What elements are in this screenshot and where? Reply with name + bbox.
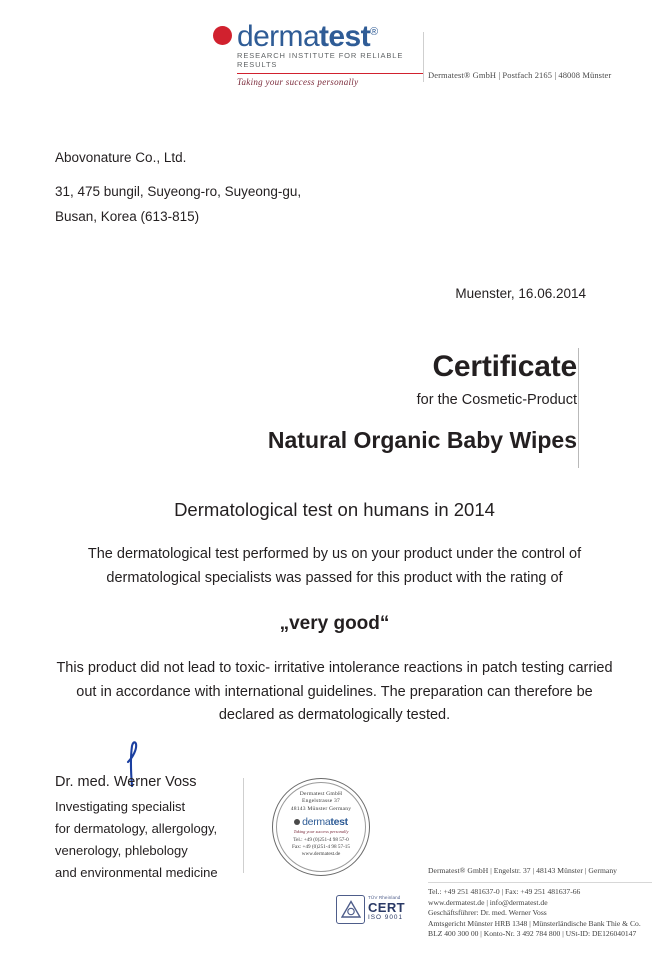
signatory-role <box>55 796 218 884</box>
certificate-title: Certificate <box>432 350 577 383</box>
recipient-company: Abovonature Co., Ltd. <box>55 150 187 165</box>
stamp-word-derma: derma <box>302 816 331 829</box>
body-heading: Dermatological test on humans in 2014 <box>174 499 495 520</box>
footer-divider <box>428 882 652 883</box>
document-header <box>0 18 669 87</box>
signatory-name: Dr. med. Werner Voss <box>55 774 197 790</box>
recipient-address-block <box>55 145 301 229</box>
iso-standard-text: ISO 9001 <box>368 913 404 921</box>
stamp-bottom-line-3: www.dermatest.de <box>301 850 341 857</box>
stamp-top-line-2: Engelstrasse 37 <box>302 798 340 805</box>
iso-certification-badge <box>336 894 420 924</box>
signatory-role-line-2: for dermatology, allergology, <box>55 821 218 836</box>
footer-line-5: Amtsgericht Münster HRB 1348 | Münsterländische Bank Thie & Co. <box>428 918 641 928</box>
stamp-bottom-line-1: Tel.: +49 (0)251-4 98 57-0 <box>293 837 349 844</box>
tuv-triangle-icon <box>336 895 365 924</box>
recipient-city: Busan, Korea (613-815) <box>55 209 200 224</box>
logo-rule-divider <box>237 73 423 74</box>
rating-value: „very good“ <box>279 613 390 634</box>
logo-dot-icon <box>213 26 232 45</box>
certificate-heading-block <box>0 350 669 454</box>
footer-line-6: BLZ 400 300 00 | Konto-Nr. 3 492 784 800 | USt-ID: DE126040147 <box>428 929 637 939</box>
logo-subline: Taking your success personally <box>237 77 359 87</box>
address-spacer <box>55 170 301 179</box>
date-line: Muenster, 16.06.2014 <box>455 286 586 301</box>
logo-registered-icon: ® <box>370 25 378 38</box>
stamp-word-test: test <box>330 816 348 829</box>
footer-line-4: Geschäftsführer: Dr. med. Werner Voss <box>428 908 547 918</box>
certificate-product-name: Natural Organic Baby Wipes <box>267 427 577 453</box>
certificate-body <box>0 498 669 728</box>
stamp-bottom-line-2: Fax: +49 (0)251-4 98 57-15 <box>292 844 350 851</box>
footer-line-1: Dermatest® GmbH | Engelstr. 37 | 48143 Münster | Germany <box>428 866 618 875</box>
iso-top-text: TÜV Rheinland <box>368 895 401 901</box>
company-stamp <box>272 778 370 876</box>
footer-line-2: Tel.: +49 251 481637-0 | Fax: +49 251 481637-66 <box>428 887 581 897</box>
document-footer <box>428 866 658 939</box>
iso-cert-text: CERT <box>368 900 405 916</box>
signature-divider <box>243 778 244 873</box>
body-paragraph-2: This product did not lead to toxic- irritative intolerance reactions in patch testing carried out in accordance with international guidelines. The preparation can therefore be declared as dermatologically tested. <box>56 660 613 723</box>
signatory-role-line-3: venerology, phlebology <box>55 843 188 858</box>
stamp-top-line-3: 48143 Münster Germany <box>290 805 352 812</box>
logo-word-derma: derma <box>237 19 320 53</box>
stamp-inner-ring <box>276 782 366 872</box>
signatory-role-line-1: Investigating specialist <box>55 799 186 814</box>
logo-wordmark <box>213 18 423 53</box>
header-address: Dermatest® GmbH | Postfach 2165 | 48008 Münster <box>428 70 612 80</box>
dermatest-logo <box>213 18 423 87</box>
signatory-role-line-4: and environmental medicine <box>55 865 218 880</box>
certificate-for-label: for the Cosmetic-Product <box>416 392 577 408</box>
header-divider <box>423 32 424 82</box>
body-paragraph-1: The dermatological test performed by us on your product under the control of dermatological specialists was passed for this product with the rating of <box>87 546 582 586</box>
recipient-street: 31, 475 bungil, Suyeong-ro, Suyeong-gu, <box>55 184 302 199</box>
stamp-tagline: Taking your success personally <box>293 829 349 835</box>
footer-line-3: www.dermatest.de | info@dermatest.de <box>428 897 548 907</box>
logo-word-test: test <box>319 19 370 53</box>
iso-badge-text <box>368 896 405 921</box>
stamp-top-line-1: Dermatest GmbH <box>299 791 343 797</box>
logo-tagline: RESEARCH INSTITUTE FOR RELIABLE RESULTS <box>237 51 404 69</box>
